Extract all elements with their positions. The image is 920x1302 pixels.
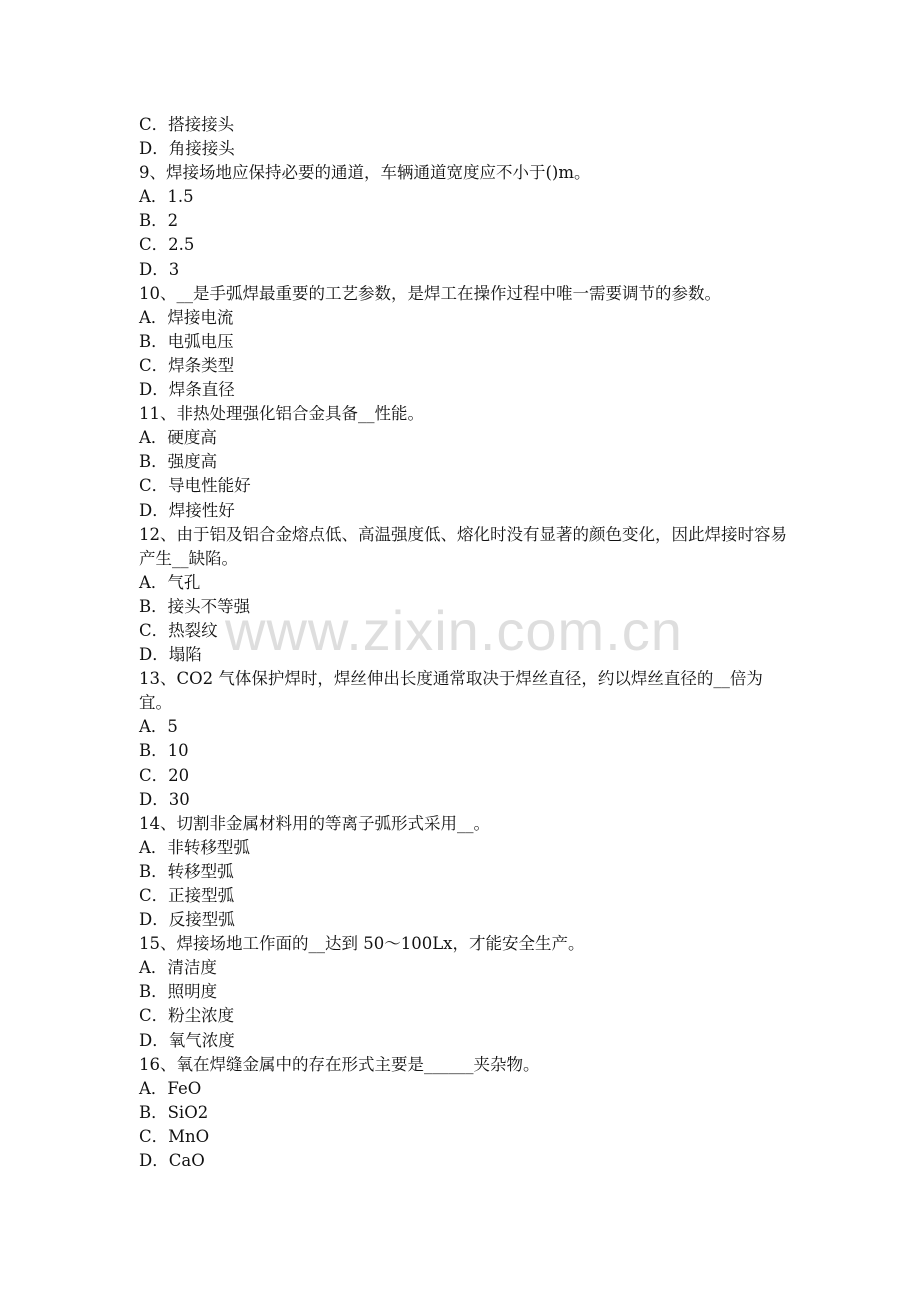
document-page <box>139 113 789 1173</box>
option-line: B．SiO2 <box>139 1102 209 1122</box>
option-line: C．热裂纹 <box>139 620 218 640</box>
option-line: C．导电性能好 <box>139 476 251 496</box>
option-line: C．2.5 <box>139 235 195 255</box>
option-line: D．焊接性好 <box>139 500 235 520</box>
question-text: 14、切割非金属材料用的等离子弧形式采用__。 <box>139 813 490 833</box>
option-line: D．CaO <box>139 1151 205 1171</box>
option-line: B．转移型弧 <box>139 861 234 881</box>
option-line: A．硬度高 <box>139 428 217 448</box>
option-line: D．角接接头 <box>139 139 235 159</box>
question-14 <box>139 812 789 932</box>
question-10 <box>139 282 789 402</box>
option-line: B．接头不等强 <box>139 596 251 616</box>
option-line: A．5 <box>139 717 178 737</box>
option-line: C．正接型弧 <box>139 886 235 905</box>
option-line: C．焊条类型 <box>139 355 235 375</box>
question-12 <box>139 523 789 668</box>
option-line: A．气孔 <box>139 572 201 592</box>
option-line: A．1.5 <box>139 187 194 207</box>
question-text: 10、__是手弧焊最重要的工艺参数，是焊工在操作过程中唯一需要调节的参数。 <box>139 283 721 303</box>
option-line: C．粉尘浓度 <box>139 1006 235 1026</box>
option-line: B．2 <box>139 211 179 231</box>
watermark: www.zixin.com.cn <box>225 599 683 662</box>
question-text: 13、CO2 气体保护焊时，焊丝伸出长度通常取决于焊丝直径，约以焊丝直径的__倍为宜。 <box>139 669 763 713</box>
question-text: 16、氧在焊缝金属中的存在形式主要是______夹杂物。 <box>139 1054 540 1074</box>
option-line: C．MnO <box>139 1126 210 1146</box>
question-text: 12、由于铝及铝合金熔点低、高温强度低、熔化时没有显著的颜色变化，因此焊接时容易产生__缺陷。 <box>139 524 787 568</box>
option-line: D．反接型弧 <box>139 910 235 930</box>
question-11 <box>139 402 789 522</box>
option-line: D．焊条直径 <box>139 380 235 400</box>
question-15 <box>139 932 789 1052</box>
option-line: D．氧气浓度 <box>139 1030 235 1050</box>
question-13 <box>139 667 789 812</box>
option-line: B．电弧电压 <box>139 331 234 351</box>
option-line: D．3 <box>139 259 180 279</box>
question-text: 9、焊接场地应保持必要的通道，车辆通道宽度应不小于()m。 <box>139 163 591 183</box>
option-line: B．强度高 <box>139 452 218 472</box>
question-9 <box>139 161 789 281</box>
question-text: 11、非热处理强化铝合金具备__性能。 <box>139 404 424 424</box>
option-line: D．塌陷 <box>139 645 202 665</box>
question-16 <box>139 1053 789 1173</box>
option-line: A．焊接电流 <box>139 307 234 327</box>
option-line: D．30 <box>139 789 190 809</box>
option-line: A．FeO <box>139 1078 202 1098</box>
option-line: C．搭接接头 <box>139 115 235 134</box>
option-line: B．照明度 <box>139 982 218 1002</box>
question-text: 15、焊接场地工作面的__达到 50～100Lx，才能安全生产。 <box>139 934 585 954</box>
option-line: A．清洁度 <box>139 958 217 978</box>
option-line: B．10 <box>139 741 189 761</box>
option-line: C．20 <box>139 765 190 785</box>
option-line: A．非转移型弧 <box>139 837 250 857</box>
